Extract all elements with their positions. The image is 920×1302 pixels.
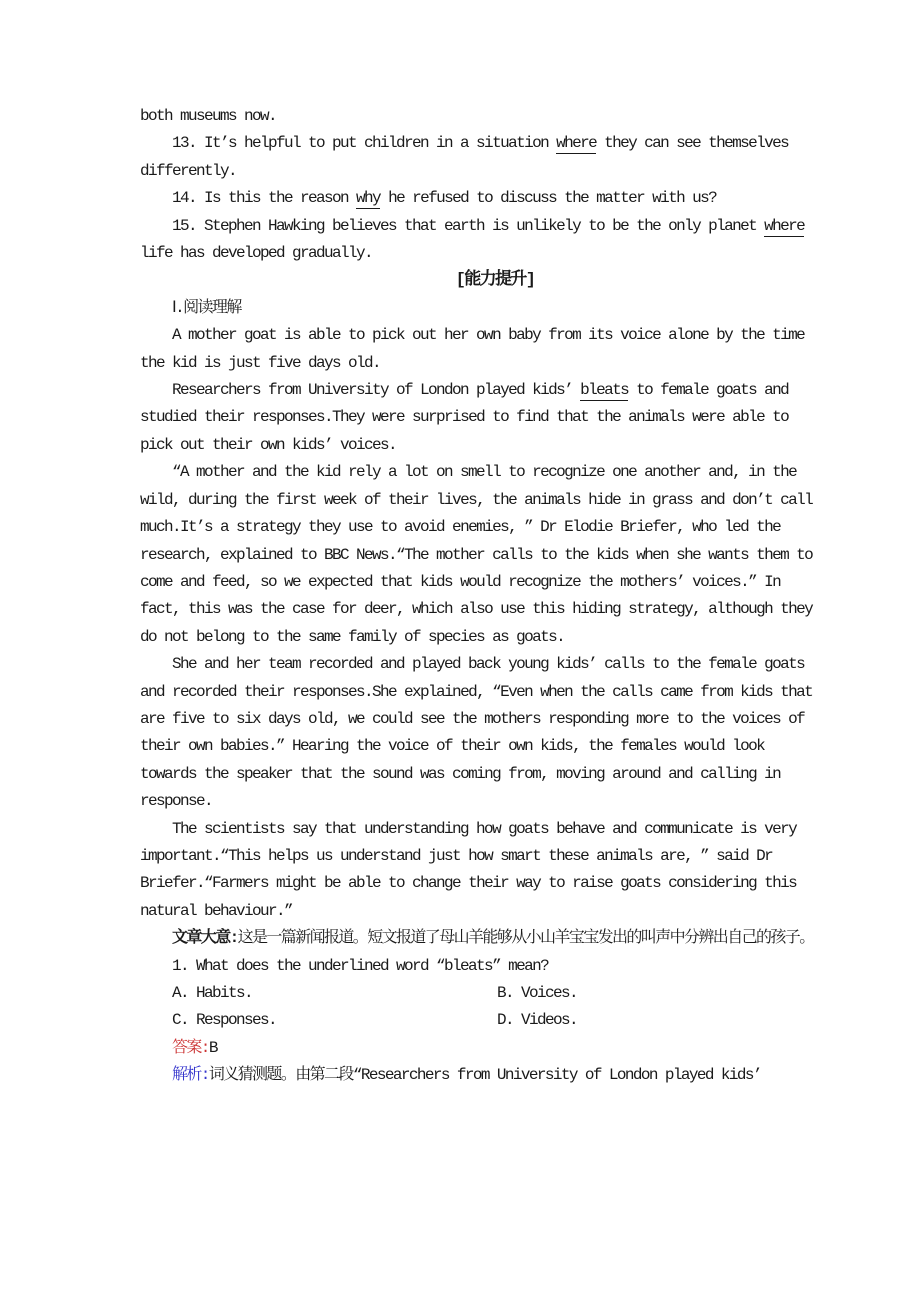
text-run: “A mother and the kid rely a lot on smell to recognize one another and, in the wild, during the first week of their lives, the animals hide in grass and don’t call much.It’s a strategy they use to avoid enemies, ” Dr Elodie Briefer, who led the research, explained to BBC News.“The mother calls to the kids when she wants them to come and feed, so we expected that kids would recognize the mothers’ voices.” In fact, this was the case for deer, which also use this hiding strategy, although they do not belong to the same family of species as goats. — [140, 463, 813, 646]
options-row-ab — [140, 980, 818, 1007]
passage-paragraph-5 — [140, 816, 818, 926]
question-1 — [140, 953, 818, 980]
option-b: B. Voices. — [497, 984, 578, 1002]
text-run: 13. It’s helpful to put children in a situation — [172, 134, 557, 153]
text-run: A mother goat is able to pick out her own baby from its voice alone by the time the kid is just five days old. — [140, 326, 805, 372]
text-run: 1. What does the underlined word “bleats” mean? — [172, 956, 549, 975]
answer-value: B — [208, 1038, 217, 1057]
underlined-word: where — [556, 134, 597, 153]
text-run: life has developed gradually. — [140, 244, 373, 263]
part-label-reading-comprehension: Ⅰ.阅读理解 — [172, 298, 241, 317]
paragraph-intro-tail: both museums now. — [140, 107, 277, 125]
answer-label: 答案: — [172, 1038, 209, 1057]
passage-paragraph-1 — [140, 322, 818, 377]
text-run: to female goats and studied their responses.They were surprised to find that the animals were able to pick out their own kids’ voices. — [140, 381, 789, 454]
bold-label: 文章大意: — [172, 929, 238, 948]
document-content — [140, 103, 818, 1090]
text-run: they can see themselves differently. — [140, 134, 789, 180]
text-run: The scientists say that understanding how goats behave and communicate is very important.“This helps us understand just how smart these animals are, ” said Dr Briefer.“Farmers might be able to change their way to raise goats considering this natural behaviour.” — [140, 819, 797, 920]
passage-paragraph-3 — [140, 459, 818, 651]
underlined-word: where — [764, 216, 805, 235]
option-c: C. Responses. — [172, 1011, 277, 1030]
text-run: 14. Is this the reason — [172, 189, 357, 208]
text-run: Researchers from University of London played kids’ — [172, 381, 581, 400]
analysis-label: 解析: — [172, 1066, 209, 1085]
passage-summary — [140, 925, 818, 952]
text-run: he refused to discuss the matter with us? — [380, 189, 717, 208]
passage-paragraph-4 — [140, 651, 818, 815]
analysis-line — [140, 1062, 818, 1089]
numbered-sentence-14 — [140, 185, 818, 212]
text-run: 这是一篇新闻报道。短文报道了母山羊能够从小山羊宝宝发出的叫声中分辨出自己的孩子。 — [237, 929, 814, 948]
text-run: She and her team recorded and played back young kids’ calls to the female goats and recorded their responses.She explained, “Even when the calls came from kids that are five to six days old, we could see the mothers responding more to the voices of their own babies.” Hearing the voice of their own kids, the females would look towards the speaker that the sound was coming from, moving around and calling in response. — [140, 655, 813, 811]
text-run: 15. Stephen Hawking believes that earth is unlikely to be the only planet — [172, 216, 765, 235]
underlined-word: bleats — [580, 381, 629, 400]
analysis-text: 词义猜测题。由第二段“Researchers from University of London played kids’ — [208, 1066, 761, 1085]
answer-line — [140, 1035, 818, 1062]
passage-paragraph-2 — [140, 377, 818, 459]
option-a: A. Habits. — [172, 984, 253, 1002]
numbered-sentence-15 — [140, 213, 818, 268]
options-row-cd — [140, 1007, 818, 1034]
option-d: D. Videos. — [497, 1011, 578, 1030]
underlined-word: why — [356, 189, 381, 208]
numbered-sentence-13 — [140, 130, 818, 185]
section-header-ability-improvement: [能力提升] — [455, 271, 535, 291]
